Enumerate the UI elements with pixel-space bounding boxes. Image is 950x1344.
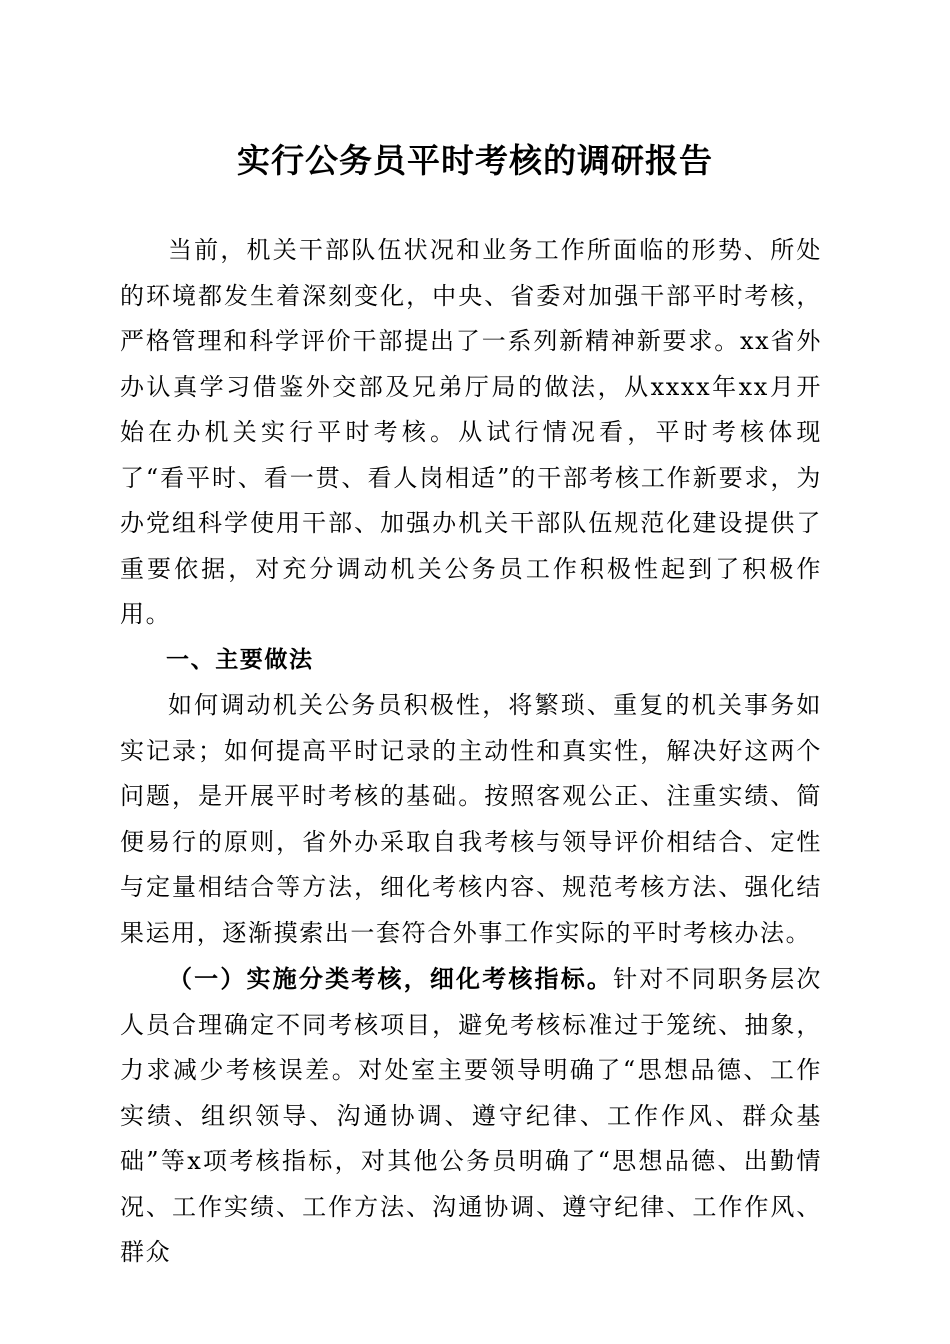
subsection-paragraph: [120, 956, 822, 1276]
section-heading-main-practices: 一、主要做法: [166, 646, 314, 673]
document-body: [120, 228, 822, 1276]
intro-paragraph: 当前，机关干部队伍状况和业务工作所面临的形势、所处的环境都发生着深刻变化，中央、省委对加强干部平时考核，严格管理和科学评价干部提出了一系列新精神新要求。xx省外办认真学习借鉴外交部及兄弟厅局的做法，从xxxx年xx月开始在办机关实行平时考核。从试行情况看，平时考核体现了“看平时、看一贯、看人岗相适”的干部考核工作新要求，为办党组科学使用干部、加强办机关干部队伍规范化建设提供了重要依据，对充分调动机关公务员工作积极性起到了积极作用。: [120, 236, 822, 628]
subsection-lead: （一）实施分类考核，细化考核指标。: [168, 964, 614, 993]
document-title: 实行公务员平时考核的调研报告: [237, 141, 713, 180]
section-paragraph: 如何调动机关公务员积极性，将繁琐、重复的机关事务如实记录；如何提高平时记录的主动性和真实性，解决好这两个问题，是开展平时考核的基础。按照客观公正、注重实绩、简便易行的原则，省外办采取自我考核与领导评价相结合、定性与定量相结合等方法，细化考核内容、规范考核方法、强化结果运用，逐渐摸索出一套符合外事工作实际的平时考核办法。: [120, 691, 822, 947]
subsection-body: 针对不同职务层次人员合理确定不同考核项目，避免考核标准过于笼统、抽象，力求减少考核误差。对处室主要领导明确了“思想品德、工作实绩、组织领导、沟通协调、遵守纪律、工作作风、群众基础”等x项考核指标，对其他公务员明确了“思想品德、出勤情况、工作实绩、工作方法、沟通协调、遵守纪律、工作作风、群众: [120, 965, 822, 1266]
